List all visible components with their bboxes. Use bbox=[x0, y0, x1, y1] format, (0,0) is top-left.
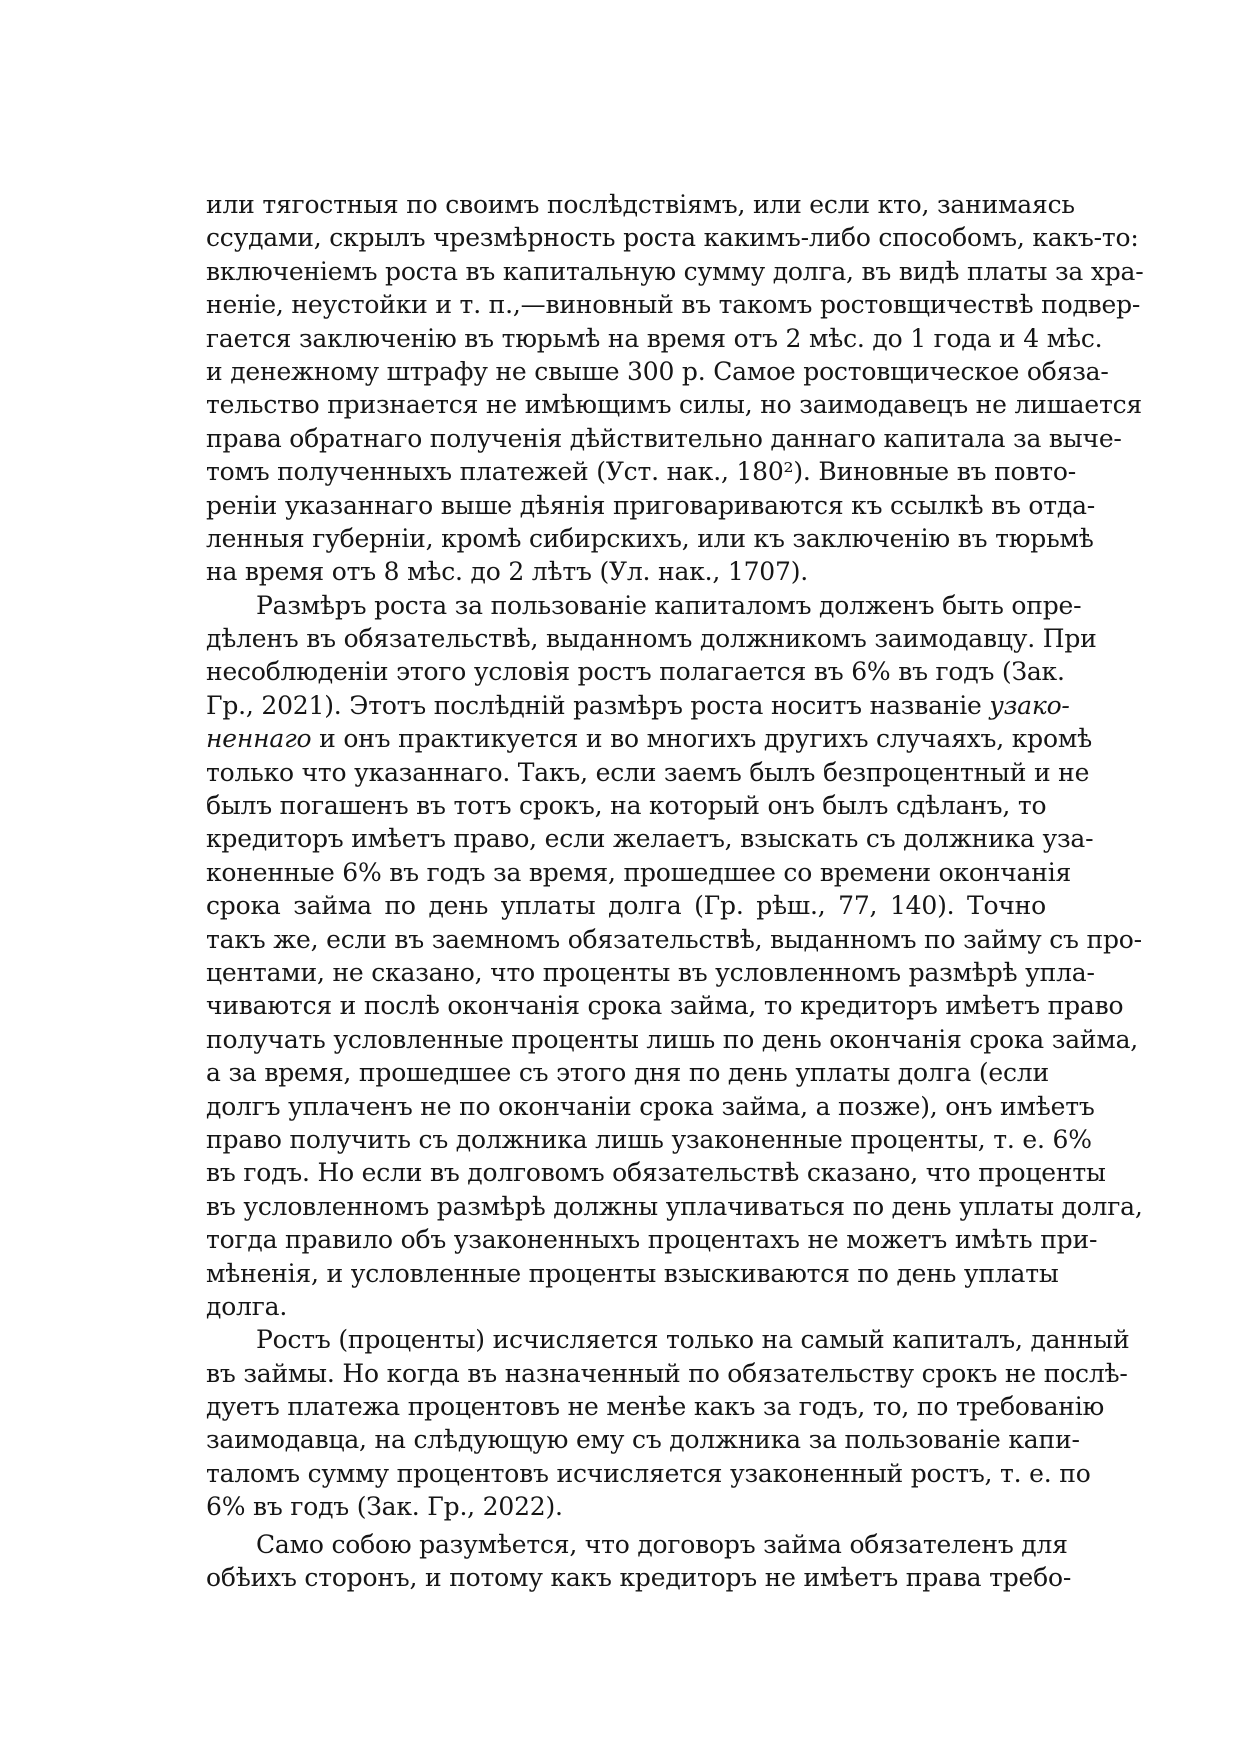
text-line: долгъ уплаченъ не по окончаніи срока займа, а позже), онъ имѣетъ bbox=[206, 1091, 1095, 1121]
text-line: въ годъ. Но если въ долговомъ обязательствѣ сказано, что проценты bbox=[206, 1158, 1106, 1188]
paragraph-start-line: Размѣръ роста за пользованіе капиталомъ долженъ быть опре- bbox=[256, 590, 1082, 620]
text-line: гается заключенію въ тюрьмѣ на время отъ 2 мѣс. до 1 года и 4 мѣс. bbox=[206, 323, 1103, 353]
text-segment: Гр., 2021). Этотъ послѣдній размѣръ роста носитъ названіе bbox=[206, 690, 990, 720]
paragraph-start-line: Ростъ (проценты) исчисляется только на самый капиталъ, данный bbox=[256, 1325, 1130, 1355]
text-line: права обратнаго полученія дѣйствительно даннаго капитала за выче- bbox=[206, 423, 1122, 453]
text-line: такъ же, если въ заемномъ обязательствѣ, выданномъ по займу съ про- bbox=[206, 924, 1142, 954]
text-line: и денежному штрафу не свыше 300 р. Самое ростовщическое обяза- bbox=[206, 356, 1109, 386]
text-line: долга. bbox=[206, 1291, 288, 1321]
text-line: былъ погашенъ въ тотъ срокъ, на который онъ былъ сдѣланъ, то bbox=[206, 791, 1047, 821]
text-line: въ условленномъ размѣрѣ должны уплачиваться по день уплаты долга, bbox=[206, 1191, 1143, 1221]
paragraph-start-line: Само собою разумѣется, что договоръ займа обязателенъ для bbox=[256, 1529, 1068, 1559]
text-line: право получить съ должника лишь узаконенные проценты, т. е. 6% bbox=[206, 1124, 1092, 1154]
text-line: на время отъ 8 мѣс. до 2 лѣтъ (Ул. нак., 1707). bbox=[206, 557, 808, 587]
text-line: тельство признается не имѣющимъ силы, но заимодавецъ не лишается bbox=[206, 390, 1142, 420]
text-line: ссудами, скрылъ чрезмѣрность роста какимъ-либо способомъ, какъ-то: bbox=[206, 223, 1139, 253]
text-line: чиваются и послѣ окончанія срока займа, то кредиторъ имѣетъ право bbox=[206, 991, 1124, 1021]
text-line-with-italic bbox=[206, 689, 1070, 722]
text-line: дуетъ платежа процентовъ не менѣе какъ за годъ, то, по требованію bbox=[206, 1392, 1105, 1422]
text-line: дѣленъ въ обязательствѣ, выданномъ должникомъ заимодавцу. При bbox=[206, 624, 1097, 654]
text-line: неніе, неустойки и т. п.,—виновный въ такомъ ростовщичествѣ подвер- bbox=[206, 290, 1141, 320]
text-line: включеніемъ роста въ капитальную сумму долга, въ видѣ платы за хра- bbox=[206, 256, 1144, 286]
italic-term: узако- bbox=[989, 690, 1070, 720]
text-line: мѣненія, и условленные проценты взыскиваются по день уплаты bbox=[206, 1258, 1059, 1288]
text-line: въ займы. Но когда въ назначенный по обязательству срокъ не послѣ- bbox=[206, 1358, 1128, 1388]
text-line: тогда правило объ узаконенныхъ процентахъ не можетъ имѣть при- bbox=[206, 1225, 1098, 1255]
text-segment: и онъ практикуется и во многихъ другихъ случаяхъ, кромѣ bbox=[311, 724, 1092, 754]
text-line: только что указаннаго. Такъ, если заемъ былъ безпроцентный и не bbox=[206, 757, 1090, 787]
text-line: а за время, прошедшее съ этого дня по день уплаты долга (если bbox=[206, 1058, 1049, 1088]
italic-term: неннаго bbox=[206, 724, 312, 754]
text-line: томъ полученныхъ платежей (Уст. нак., 180²). Виновные въ повто- bbox=[206, 457, 1076, 487]
text-line: срока займа по день уплаты долга (Гр. рѣш., 77, 140). Точно bbox=[206, 891, 1046, 921]
text-line: несоблюденіи этого условія ростъ полагается въ 6% въ годъ (Зак. bbox=[206, 657, 1065, 687]
text-line: или тягостныя по своимъ послѣдствіямъ, или если кто, занимаясь bbox=[206, 190, 1075, 219]
text-line: получать условленные проценты лишь по день окончанія срока займа, bbox=[206, 1024, 1139, 1054]
text-line: таломъ сумму процентовъ исчисляется узаконенный ростъ, т. е. по bbox=[206, 1458, 1091, 1488]
text-line: центами, не сказано, что проценты въ условленномъ размѣрѣ упла- bbox=[206, 957, 1095, 987]
text-line: 6% въ годъ (Зак. Гр., 2022). bbox=[206, 1492, 563, 1522]
text-line: обѣихъ сторонъ, и потому какъ кредиторъ не имѣетъ права требо- bbox=[206, 1563, 1072, 1593]
text-body bbox=[206, 188, 1144, 1594]
text-line: заимодавца, на слѣдующую ему съ должника за пользованіе капи- bbox=[206, 1425, 1080, 1455]
text-line: кредиторъ имѣетъ право, если желаетъ, взыскать съ должника уза- bbox=[206, 824, 1094, 854]
text-line: ленныя губерніи, кромѣ сибирскихъ, или къ заключенію въ тюрьмѣ bbox=[206, 523, 1094, 553]
text-line: реніи указаннаго выше дѣянія приговариваются къ ссылкѣ въ отда- bbox=[206, 490, 1096, 520]
text-line: коненные 6% въ годъ за время, прошедшее со времени окончанія bbox=[206, 857, 1072, 887]
text-line-with-italic bbox=[206, 722, 1092, 755]
